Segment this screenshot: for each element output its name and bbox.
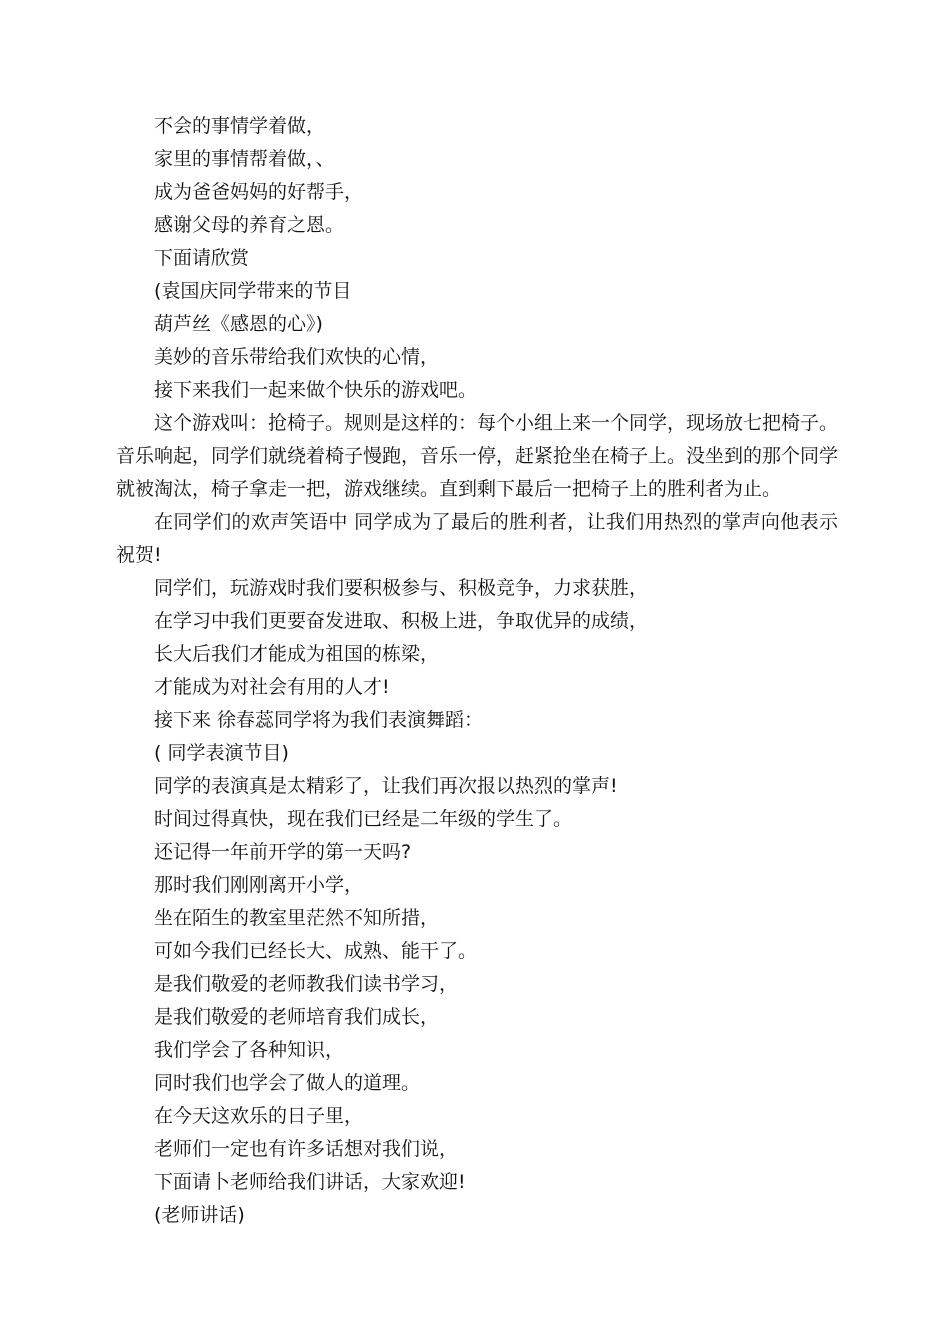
paragraph: (袁国庆同学带来的节目 — [154, 280, 352, 302]
paragraph: 在同学们的欢声笑语中 同学成为了最后的胜利者，让我们用热烈的掌声向他表示祝贺! — [116, 511, 838, 566]
paragraph: 老师们一定也有许多话想对我们说， — [154, 1138, 459, 1160]
paragraph: 在今天这欢乐的日子里， — [154, 1105, 364, 1127]
document-body — [116, 110, 838, 1232]
paragraph: 坐在陌生的教室里茫然不知所措， — [154, 907, 440, 929]
paragraph: 可如今我们已经长大、成熟、能干了。 — [154, 940, 478, 962]
paragraph: 家里的事情帮着做，、 — [154, 148, 335, 170]
paragraph: 接下来 徐春蕊同学将为我们表演舞蹈： — [154, 709, 484, 731]
paragraph: 感谢父母的养育之恩。 — [154, 214, 345, 236]
paragraph: 葫芦丝《感恩的心》) — [154, 313, 323, 335]
paragraph: 还记得一年前开学的第一天吗? — [154, 841, 412, 863]
paragraph: 是我们敬爱的老师教我们读书学习， — [154, 973, 459, 995]
paragraph: 时间过得真快，现在我们已经是二年级的学生了。 — [154, 808, 573, 830]
paragraph: 美妙的音乐带给我们欢快的心情， — [154, 346, 440, 368]
paragraph: 同学的表演真是太精彩了，让我们再次报以热烈的掌声! — [154, 775, 618, 797]
paragraph: (老师讲话) — [154, 1204, 245, 1226]
paragraph: 是我们敬爱的老师培育我们成长， — [154, 1006, 440, 1028]
paragraph: 才能成为对社会有用的人才! — [154, 676, 390, 698]
paragraph: 长大后我们才能成为祖国的栋梁， — [154, 643, 440, 665]
paragraph: 下面请欣赏 — [154, 247, 250, 269]
paragraph: 我们学会了各种知识， — [154, 1039, 345, 1061]
paragraph: 同学们，玩游戏时我们要积极参与、积极竞争，力求获胜， — [154, 577, 649, 599]
paragraph: 在学习中我们更要奋发进取、积极上进，争取优异的成绩， — [154, 610, 649, 632]
paragraph: 这个游戏叫：抢椅子。规则是这样的：每个小组上来一个同学，现场放七把椅子。音乐响起，同学们就绕着椅子慢跑，音乐一停，赶紧抢坐在椅子上。没坐到的那个同学就被淘汰，椅子拿走一把，游戏继续。直到剩下最后一把椅子上的胜利者为止。 — [116, 412, 839, 500]
paragraph: 同时我们也学会了做人的道理。 — [154, 1072, 421, 1094]
paragraph: 不会的事情学着做， — [154, 115, 326, 137]
paragraph: 下面请卜老师给我们讲话，大家欢迎! — [154, 1171, 466, 1193]
paragraph: ( 同学表演节目) — [154, 742, 289, 764]
paragraph: 接下来我们一起来做个快乐的游戏吧。 — [154, 379, 478, 401]
paragraph: 成为爸爸妈妈的好帮手， — [154, 181, 364, 203]
paragraph: 那时我们刚刚离开小学， — [154, 874, 364, 896]
